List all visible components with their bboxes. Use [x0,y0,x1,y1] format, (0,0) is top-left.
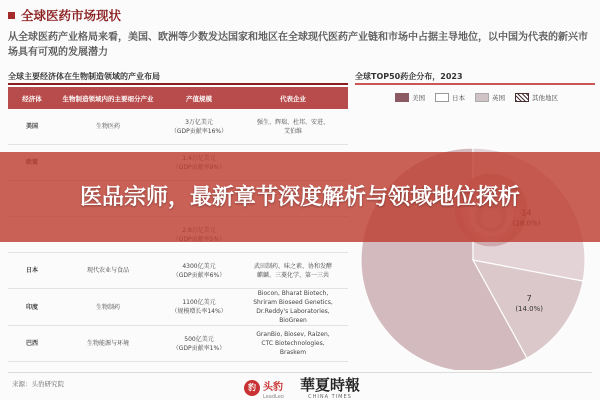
output-cell-line: 3万亿美元 [185,118,213,126]
companies-cell-line: 强生、辉瑞、杜邦、安进、 [256,118,329,126]
companies-cell-line: GranBio, Biosev, Raízen, [256,331,330,338]
companies-cell-line: 艾伯维 [283,127,302,135]
industry-cell: 现代农业与食品 [56,253,160,289]
output-cell-line: （GDP贡献率6%） [172,271,226,279]
header [8,6,592,60]
region-cell: 印度 [8,289,56,326]
output-cell-line: 500亿美元 [184,335,214,343]
output-cell-line: 1100亿美元 [182,299,216,306]
headline-banner [0,152,600,242]
output-cell-line: 4300亿美元 [182,262,216,270]
chart-title-rule [355,83,595,85]
pie-label-value: 7 [526,293,532,303]
footer [8,372,592,399]
companies-cell-line: 武田制药、味之素、协和发酵 [253,262,332,270]
companies-cell-line: Shriram Bioseed Genetics, [253,299,333,306]
output-cell [160,289,238,326]
square-bullet-icon [8,12,15,19]
output-cell [160,253,238,289]
header-title: 全球医药市场现状 [21,8,122,23]
table-title-rule [8,83,348,85]
companies-cell [238,109,348,145]
industry-cell: 生物医药 [56,109,160,145]
region-cell: 巴西 [8,326,56,362]
table-header-cell: 经济体 [8,87,56,109]
table-header-cell: 产值规模 [160,87,238,109]
source-note: 来源：头豹研究院 [12,380,64,388]
table-header-row [8,87,348,109]
legend-label: 英国 [492,94,505,102]
pie-label-percent: (14.0%) [515,304,544,313]
companies-cell-line: CTC Biotechnologies, [261,340,325,347]
header-title-row [8,6,592,24]
table-row [8,326,348,362]
companies-cell-line: 麒麟、三菱化学、第一三共 [256,271,329,279]
output-cell-line: （规模增长率14%） [171,308,227,315]
region-cell: 日本 [8,253,56,289]
industry-cell: 生物能源与环境 [56,326,160,362]
china-times-logo-text: 華夏時報 [300,376,361,394]
china-times-logo [300,375,360,400]
companies-cell-line: Braskem [279,349,307,356]
table-title: 全球主要经济体在生物制造领域的产业布局 [8,72,160,81]
output-cell [160,109,238,145]
legend-label: 日本 [452,94,465,102]
table-row [8,109,348,145]
companies-cell [238,253,348,289]
leadleo-logo-subtext: LeadLeo [263,394,284,400]
table-row [8,253,348,289]
table-row [8,289,348,326]
companies-cell-line: Biocon, Bharat Biotech, [257,290,329,297]
legend-label: 美国 [412,94,425,102]
output-cell-line: （GDP贡献率1%） [172,344,226,352]
leadleo-logo-text: 头豹 [263,382,283,393]
companies-cell [238,326,348,362]
companies-cell-line: BioGreen [279,317,307,324]
table-header-cell: 代表企业 [238,87,348,109]
header-paragraph: 从全球医药产业格局来看，美国、欧洲等少数发达国家和地区在全球现代医药产业链和市场中占据主导地位，以中国为代表的新兴市场具有可观的发展潜力 [8,32,588,58]
industry-cell: 生物制药 [56,289,160,326]
output-cell-line: （GDP贡献率16%） [170,127,228,135]
leadleo-logo [244,375,284,400]
chart-title: 全球TOP50药企分布，2023 [355,72,463,81]
table-header-cell: 生物制造领域内的主要细分产业 [56,87,160,109]
legend-label: 其他地区 [532,94,558,102]
headline-text: 医品宗师，最新章节深度解析与领域地位探析 [79,184,520,210]
companies-cell [238,289,348,326]
output-cell [160,326,238,362]
leadleo-logo-icon: 豹 [244,380,260,396]
china-times-logo-subtext: CHINA TIMES [308,394,352,400]
region-cell: 美国 [8,109,56,145]
companies-cell-line: Dr.Reddy's Laboratories, [256,308,330,315]
